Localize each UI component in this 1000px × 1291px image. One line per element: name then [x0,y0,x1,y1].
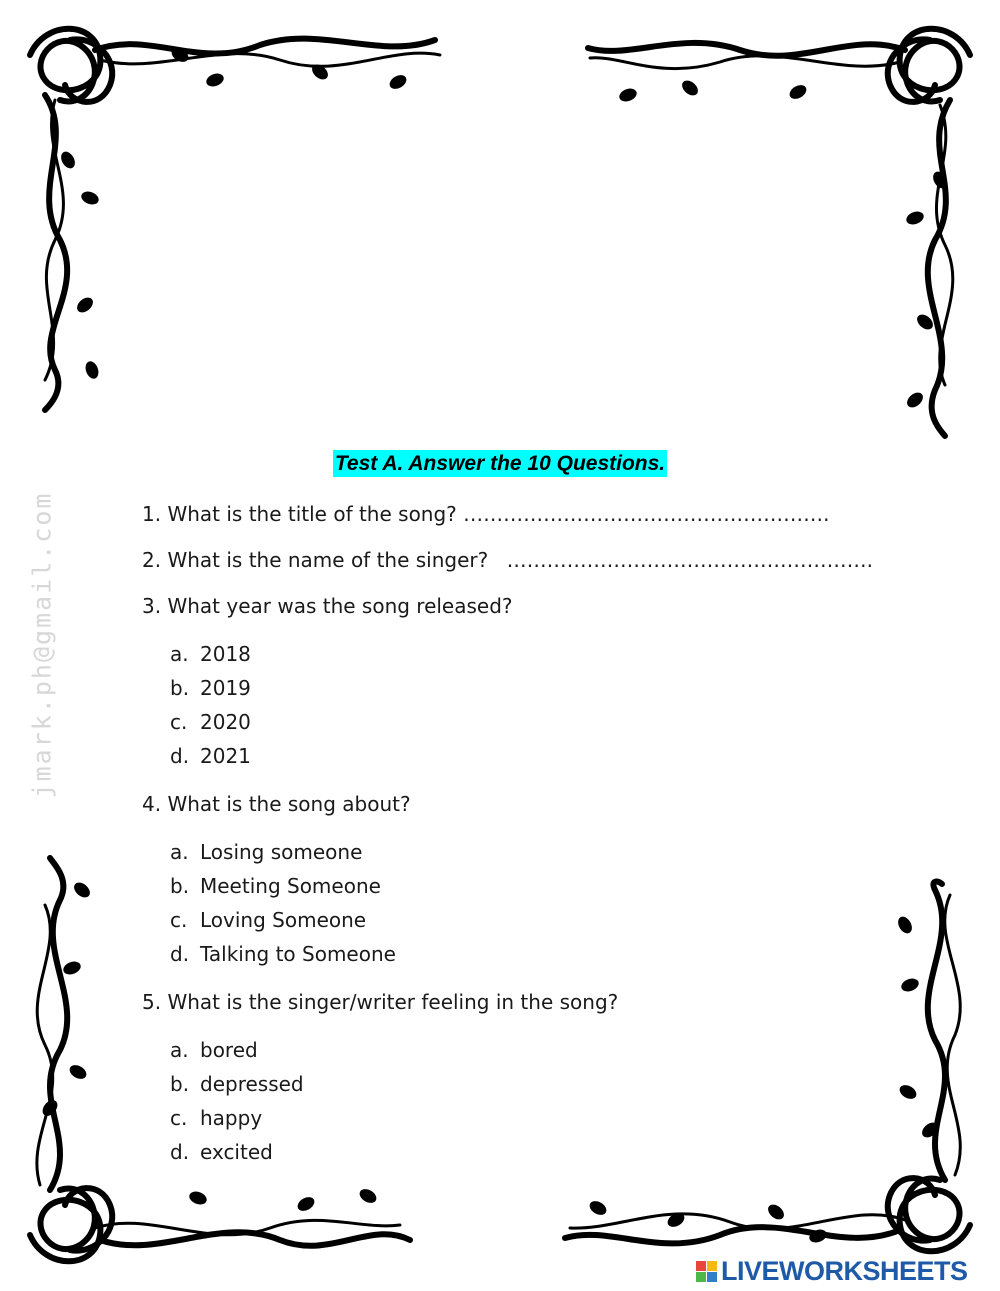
celtic-knot-bottom-left [30,1188,112,1261]
test-heading [0,452,1000,476]
option-letter: c. [170,1106,188,1130]
option-letter: b. [170,874,190,898]
option-5c[interactable] [170,1106,262,1130]
question-text: What is the singer/writer feeling in the song? [167,990,619,1014]
email-watermark: jmark.ph@gmail.com [27,491,57,799]
option-3d[interactable] [170,744,251,768]
option-letter: c. [170,908,188,932]
logo-text: LIVEWORKSHEETS [721,1256,968,1286]
option-4d[interactable] [170,942,396,966]
celtic-knot-bottom-right [888,1178,970,1251]
option-text: excited [200,1140,273,1164]
question-text: What is the title of the song? [167,502,457,526]
option-4a[interactable] [170,840,362,864]
option-5b[interactable] [170,1072,304,1096]
question-number: 5. [142,990,162,1014]
option-text: 2020 [200,710,251,734]
option-text: depressed [200,1072,304,1096]
question-3 [142,594,513,618]
question-text: What is the name of the singer? [167,548,489,572]
option-text: 2021 [200,744,251,768]
question-5 [142,990,618,1014]
answer-blank[interactable]: ………………………………………………. [506,548,873,572]
option-text: 2019 [200,676,251,700]
question-number: 2. [142,548,162,572]
logo-cube-icon [696,1261,717,1282]
answer-blank[interactable]: ………………………………………………. [463,502,830,526]
option-5a[interactable] [170,1038,258,1062]
logo-square-green [696,1272,706,1282]
option-text: Loving Someone [200,908,367,932]
option-text: bored [200,1038,258,1062]
logo-square-blue [707,1272,717,1282]
option-4c[interactable] [170,908,366,932]
option-letter: c. [170,710,188,734]
celtic-knot-top-left [30,29,112,102]
liveworksheets-logo[interactable] [696,1256,968,1287]
option-letter: d. [170,942,190,966]
option-letter: a. [170,840,189,864]
celtic-knot-top-right [888,29,970,102]
question-4 [142,792,411,816]
option-3c[interactable] [170,710,251,734]
option-text: Meeting Someone [200,874,381,898]
option-3a[interactable] [170,642,251,666]
option-letter: d. [170,1140,190,1164]
option-text: Talking to Someone [200,942,396,966]
heading-text: Test A. Answer the 10 Questions. [334,452,666,475]
option-4b[interactable] [170,874,381,898]
question-1 [142,502,830,526]
logo-square-yellow [707,1261,717,1271]
logo-square-red [696,1261,706,1271]
option-text: Losing someone [200,840,363,864]
option-text: 2018 [200,642,251,666]
question-text: What is the song about? [167,792,411,816]
question-text: What year was the song released? [167,594,513,618]
question-2 [142,548,873,572]
option-5d[interactable] [170,1140,273,1164]
option-letter: a. [170,642,189,666]
option-text: happy [200,1106,263,1130]
option-letter: a. [170,1038,189,1062]
option-3b[interactable] [170,676,251,700]
question-number: 1. [142,502,162,526]
option-letter: b. [170,1072,190,1096]
option-letter: b. [170,676,190,700]
question-number: 4. [142,792,162,816]
option-letter: d. [170,744,190,768]
question-number: 3. [142,594,162,618]
